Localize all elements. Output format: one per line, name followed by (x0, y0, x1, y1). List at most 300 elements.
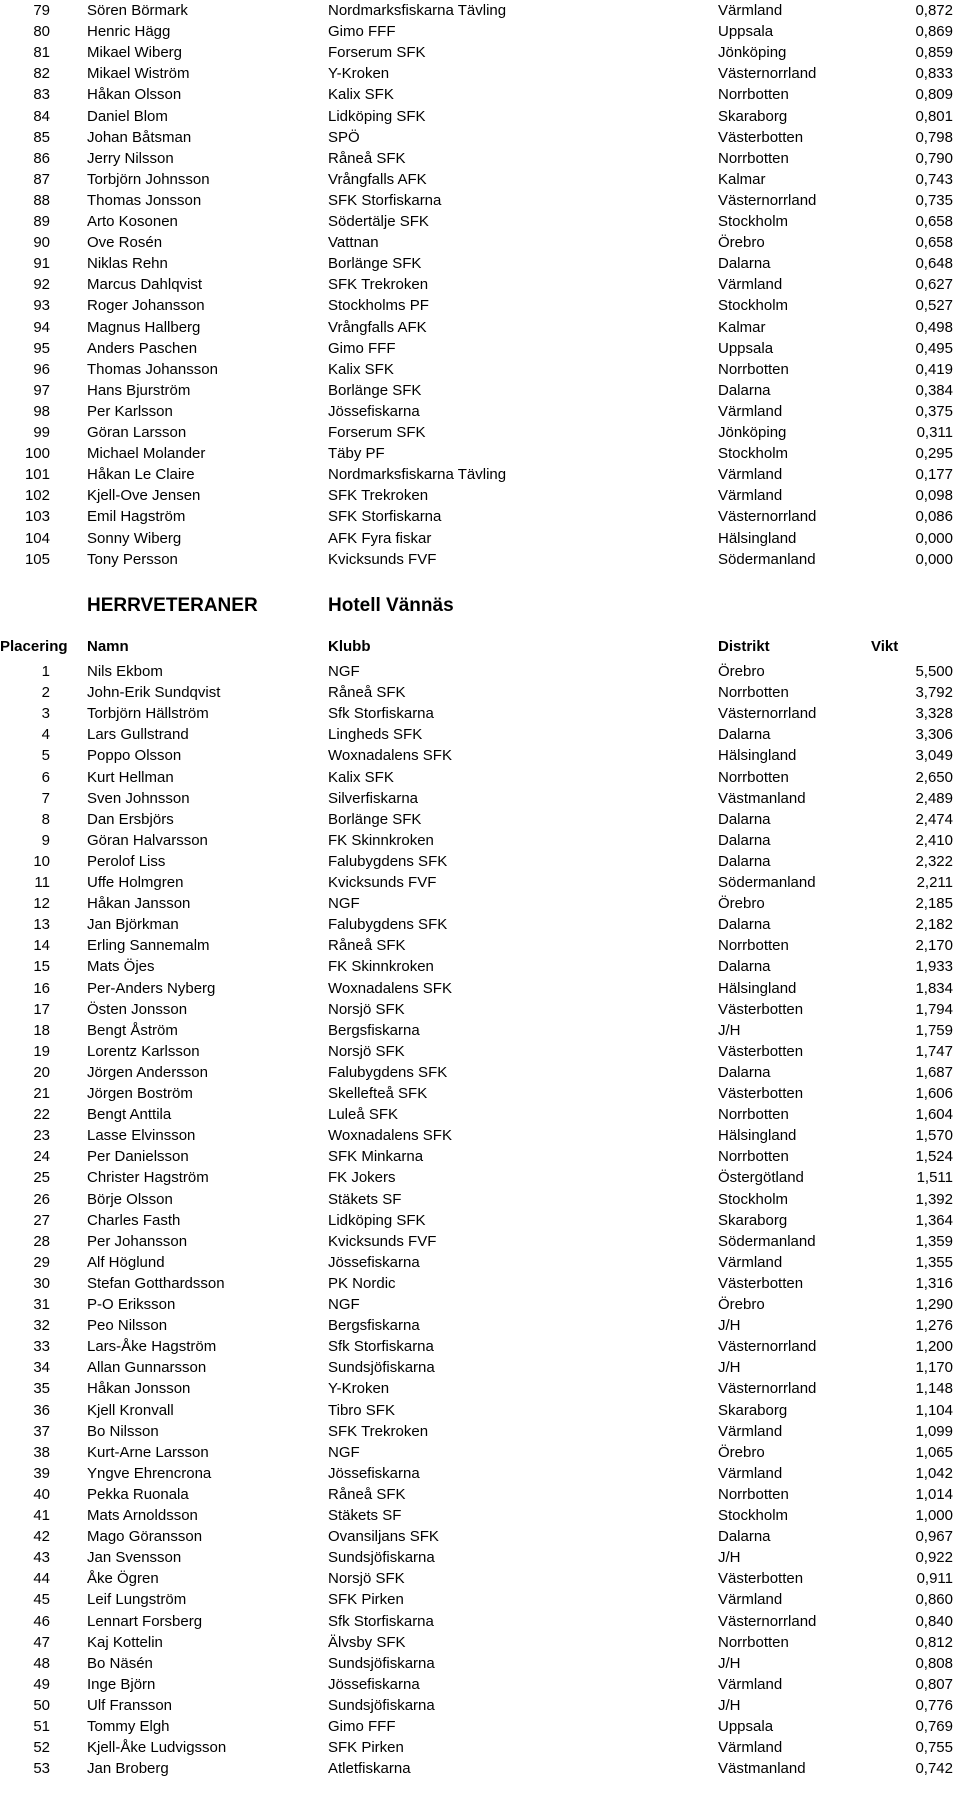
weight-cell: 1,759 (915, 1021, 953, 1039)
district-cell: Stockholm (718, 1190, 789, 1208)
club-cell: Kalix SFK (328, 360, 394, 378)
club-cell: Gimo FFF (328, 339, 396, 357)
name-cell: Göran Halvarsson (87, 831, 208, 849)
club-cell: NGF (328, 1296, 360, 1313)
club-cell: Forserum SFK (328, 424, 426, 441)
name-cell: Lars Gullstrand (87, 726, 189, 744)
club-cell: Vattnan (328, 234, 379, 252)
club-cell: Sfk Storfiskarna (328, 1612, 434, 1630)
table-row (0, 1632, 960, 1653)
weight-cell: 0,311 (916, 424, 953, 441)
table-row (0, 1167, 960, 1188)
weight-cell: 0,812 (915, 1633, 953, 1651)
club-cell: Nordmarksfiskarna Tävling (328, 2, 507, 19)
table-row (0, 1716, 960, 1737)
table-row (0, 274, 960, 295)
district-cell: J/H (718, 1317, 741, 1335)
district-cell: Värmland (718, 2, 783, 19)
district-cell: Södermanland (718, 874, 816, 891)
weight-cell: 1,747 (915, 1042, 953, 1060)
club-cell: Kvicksunds FVF (328, 874, 437, 891)
club-cell: Jössefiskarna (328, 1464, 420, 1482)
placering-cell: 8 (41, 810, 50, 828)
district-cell: Dalarna (718, 958, 771, 976)
club-cell: Lingheds SFK (328, 726, 423, 744)
placering-cell: 12 (33, 895, 50, 913)
club-cell: Råneå SFK (328, 937, 406, 955)
placering-cell: 10 (33, 852, 50, 870)
weight-cell: 0,859 (915, 44, 953, 62)
club-cell: Norsjö SFK (328, 1570, 405, 1588)
placering-cell: 18 (33, 1021, 50, 1039)
club-cell: Tibro SFK (328, 1401, 395, 1419)
table-row (0, 1146, 960, 1167)
table-row (0, 84, 960, 105)
table-row (0, 549, 960, 570)
name-cell: Jerry Nilsson (87, 149, 174, 167)
club-cell: Kalix SFK (328, 86, 394, 104)
weight-cell: 2,185 (915, 895, 953, 913)
table-row (0, 1505, 960, 1526)
placering-cell: 102 (24, 487, 50, 505)
district-cell: Västernorrland (718, 1338, 817, 1356)
club-cell: NGF (328, 1443, 360, 1461)
name-cell: Allan Gunnarsson (87, 1359, 207, 1377)
name-cell: Anders Paschen (87, 339, 198, 357)
weight-cell: 1,000 (915, 1507, 953, 1524)
placering-cell: 41 (33, 1507, 50, 1524)
weight-cell: 2,170 (915, 937, 953, 955)
placering-cell: 25 (33, 1169, 50, 1187)
district-cell: Södermanland (718, 550, 816, 568)
district-cell: Örebro (718, 1296, 765, 1313)
table-row (0, 63, 960, 84)
name-cell: Mago Göransson (87, 1528, 203, 1546)
table-row (0, 422, 960, 443)
placering-cell: 1 (41, 663, 50, 680)
weight-cell: 3,306 (915, 726, 953, 744)
weight-cell: 2,182 (915, 916, 953, 934)
weight-cell: 1,276 (915, 1317, 953, 1335)
weight-cell: 1,392 (915, 1190, 953, 1208)
table-row (0, 1336, 960, 1357)
table-row (0, 661, 960, 682)
club-cell: FK Skinnkroken (328, 831, 434, 849)
club-cell: Woxnadalens SFK (328, 1127, 452, 1145)
table-row (0, 106, 960, 127)
table-header (0, 636, 960, 657)
club-cell: Jössefiskarna (328, 1675, 420, 1693)
club-cell: SPÖ (328, 128, 360, 146)
placering-cell: 9 (41, 831, 50, 849)
weight-cell: 0,801 (915, 107, 953, 125)
table-row (0, 464, 960, 485)
name-cell: P-O Eriksson (87, 1296, 176, 1313)
club-cell: SFK Trekroken (328, 487, 429, 505)
district-cell: Värmland (718, 1675, 783, 1693)
district-cell: Dalarna (718, 831, 771, 849)
placering-cell: 39 (33, 1464, 50, 1482)
district-cell: Örebro (718, 234, 765, 252)
name-cell: Dan Ersbjörs (87, 810, 174, 828)
table-row (0, 1484, 960, 1505)
weight-cell: 1,359 (915, 1232, 953, 1250)
placering-cell: 28 (33, 1232, 50, 1250)
weight-cell: 0,798 (915, 128, 953, 146)
table-row (0, 830, 960, 851)
weight-cell: 0,648 (915, 255, 953, 273)
table-row (0, 914, 960, 935)
table-row (0, 1758, 960, 1779)
table-row (0, 1125, 960, 1146)
table-row (0, 127, 960, 148)
weight-cell: 2,489 (915, 789, 953, 807)
name-cell: Michael Molander (87, 445, 206, 463)
placering-cell: 31 (33, 1296, 50, 1313)
name-cell: Lars-Åke Hagström (87, 1338, 217, 1356)
weight-cell: 0,658 (915, 234, 953, 252)
placering-cell: 47 (33, 1633, 50, 1651)
placering-cell: 92 (33, 276, 50, 294)
name-cell: Bengt Åström (87, 1021, 178, 1039)
name-cell: Yngve Ehrencrona (87, 1464, 212, 1482)
district-cell: Stockholm (718, 297, 789, 315)
district-cell: Hälsingland (718, 979, 797, 997)
table-row (0, 745, 960, 766)
club-cell: Stäkets SF (328, 1507, 402, 1524)
table-row (0, 1210, 960, 1231)
table-row (0, 317, 960, 338)
district-cell: Norrbotten (718, 360, 789, 378)
weight-cell: 1,511 (916, 1169, 953, 1187)
weight-cell: 0,384 (915, 381, 953, 399)
table-row (0, 1020, 960, 1041)
placering-cell: 38 (33, 1443, 50, 1461)
name-cell: Marcus Dahlqvist (87, 276, 203, 294)
table-row (0, 872, 960, 893)
name-cell: Sören Börmark (87, 2, 188, 19)
club-cell: Jössefiskarna (328, 402, 420, 420)
table-row (0, 1421, 960, 1442)
placering-cell: 14 (33, 937, 50, 955)
weight-cell: 0,807 (915, 1675, 953, 1693)
club-cell: Falubygdens SFK (328, 916, 448, 934)
placering-cell: 2 (41, 684, 50, 702)
name-cell: Erling Sannemalm (87, 937, 210, 955)
weight-cell: 0,000 (915, 550, 953, 568)
club-cell: Y-Kroken (328, 65, 390, 83)
placering-cell: 4 (41, 726, 50, 744)
district-cell: Dalarna (718, 852, 771, 870)
club-cell: Gimo FFF (328, 1718, 396, 1735)
club-cell: Ovansiljans SFK (328, 1528, 439, 1546)
table-row (0, 148, 960, 169)
district-cell: Västernorrland (718, 1380, 817, 1398)
weight-cell: 0,000 (915, 529, 953, 547)
club-cell: Skellefteå SFK (328, 1085, 428, 1102)
name-cell: Kjell Kronvall (87, 1401, 174, 1419)
club-cell: Sfk Storfiskarna (328, 705, 434, 723)
weight-cell: 1,065 (915, 1443, 953, 1461)
district-cell: Södermanland (718, 1232, 816, 1250)
placering-cell: 17 (33, 1000, 50, 1018)
club-cell: FK Skinnkroken (328, 958, 434, 976)
club-cell: Sundsjöfiskarna (328, 1549, 435, 1567)
table-row (0, 788, 960, 809)
weight-cell: 0,808 (915, 1654, 953, 1672)
table-row (0, 682, 960, 703)
club-cell: SFK Minkarna (328, 1148, 424, 1166)
district-cell: Dalarna (718, 916, 771, 934)
weight-cell: 0,742 (915, 1760, 953, 1778)
placering-cell: 20 (33, 1063, 50, 1081)
club-cell: AFK Fyra fiskar (328, 529, 432, 547)
name-cell: Perolof Liss (87, 852, 166, 870)
placering-cell: 85 (33, 128, 50, 146)
name-cell: Stefan Gotthardsson (87, 1274, 225, 1292)
club-cell: Bergsfiskarna (328, 1317, 420, 1335)
weight-cell: 2,211 (916, 874, 953, 891)
club-cell: SFK Pirken (328, 1591, 404, 1609)
table-row (0, 767, 960, 788)
weight-cell: 1,364 (915, 1211, 953, 1229)
district-cell: Skaraborg (718, 1401, 788, 1419)
table-row (0, 528, 960, 549)
table-row (0, 443, 960, 464)
placering-cell: 46 (33, 1612, 50, 1630)
club-cell: Woxnadalens SFK (328, 979, 452, 997)
club-cell: Sfk Storfiskarna (328, 1338, 434, 1356)
club-cell: FK Jokers (328, 1169, 396, 1187)
placering-cell: 26 (33, 1190, 50, 1208)
name-cell: Mikael Wiberg (87, 44, 183, 62)
district-cell: Dalarna (718, 726, 771, 744)
name-cell: Lorentz Karlsson (87, 1042, 200, 1060)
weight-cell: 1,604 (915, 1106, 953, 1124)
name-cell: Håkan Le Claire (87, 466, 195, 484)
club-cell: SFK Storfiskarna (328, 508, 442, 526)
weight-cell: 0,769 (915, 1718, 953, 1735)
district-cell: Hälsingland (718, 529, 797, 547)
placering-cell: 104 (24, 529, 50, 547)
name-cell: Jan Svensson (87, 1549, 182, 1567)
table-row (0, 851, 960, 872)
club-cell: Forserum SFK (328, 44, 426, 62)
club-cell: Kvicksunds FVF (328, 550, 437, 568)
name-cell: Roger Johansson (87, 297, 205, 315)
weight-cell: 0,498 (915, 318, 953, 336)
name-cell: Kjell-Åke Ludvigsson (87, 1739, 227, 1757)
name-cell: Mikael Wiström (87, 65, 190, 83)
club-cell: Täby PF (328, 445, 385, 463)
name-cell: Peo Nilsson (87, 1317, 168, 1335)
name-cell: Bengt Anttila (87, 1106, 172, 1124)
weight-cell: 2,650 (915, 768, 953, 786)
district-cell: Värmland (718, 1422, 783, 1440)
placering-cell: 90 (33, 234, 50, 252)
placering-cell: 98 (33, 402, 50, 420)
club-cell: Stäkets SF (328, 1190, 402, 1208)
name-cell: Thomas Jonsson (87, 191, 202, 209)
placering-cell: 32 (33, 1317, 50, 1335)
table-row (0, 999, 960, 1020)
name-cell: Håkan Olsson (87, 86, 182, 104)
table-row (0, 1589, 960, 1610)
weight-cell: 2,322 (915, 852, 953, 870)
header-klubb: Klubb (328, 638, 371, 655)
district-cell: Värmland (718, 466, 783, 484)
district-cell: Västernorrland (718, 191, 817, 209)
weight-cell: 1,104 (915, 1401, 953, 1419)
table-row (0, 1273, 960, 1294)
table-row (0, 253, 960, 274)
placering-cell: 3 (41, 705, 50, 723)
district-cell: Dalarna (718, 810, 771, 828)
club-cell: Borlänge SFK (328, 255, 422, 273)
weight-cell: 0,776 (915, 1696, 953, 1714)
name-cell: Håkan Jonsson (87, 1380, 191, 1398)
table-row (0, 1400, 960, 1421)
district-cell: Västerbotten (718, 1274, 804, 1292)
placering-cell: 97 (33, 381, 50, 399)
name-cell: Per-Anders Nyberg (87, 979, 216, 997)
name-cell: Håkan Jansson (87, 895, 191, 913)
table-row (0, 506, 960, 527)
placering-cell: 21 (33, 1085, 50, 1102)
district-cell: Västerbotten (718, 1000, 804, 1018)
club-cell: SFK Trekroken (328, 1422, 429, 1440)
table-row (0, 956, 960, 977)
weight-cell: 3,328 (915, 705, 953, 723)
name-cell: Charles Fasth (87, 1211, 181, 1229)
name-cell: Christer Hagström (87, 1169, 209, 1187)
placering-cell: 13 (33, 916, 50, 934)
name-cell: Magnus Hallberg (87, 318, 201, 336)
weight-cell: 1,524 (915, 1148, 953, 1166)
district-cell: Jönköping (718, 424, 787, 441)
name-cell: Inge Björn (87, 1675, 156, 1693)
district-cell: Jönköping (718, 44, 787, 62)
weight-cell: 1,290 (915, 1296, 953, 1313)
table-row (0, 211, 960, 232)
weight-cell: 0,743 (915, 170, 953, 188)
district-cell: Norrbotten (718, 1106, 789, 1124)
district-cell: Uppsala (718, 23, 774, 41)
district-cell: Västernorrland (718, 1612, 817, 1630)
name-cell: Kjell-Ove Jensen (87, 487, 201, 505)
table-row (0, 809, 960, 830)
name-cell: Ulf Fransson (87, 1696, 173, 1714)
weight-cell: 0,809 (915, 86, 953, 104)
weight-cell: 0,419 (915, 360, 953, 378)
table-row (0, 1737, 960, 1758)
placering-cell: 89 (33, 213, 50, 230)
weight-cell: 0,967 (915, 1528, 953, 1546)
district-cell: Norrbotten (718, 86, 789, 104)
name-cell: Arto Kosonen (87, 213, 178, 230)
name-cell: Jörgen Andersson (87, 1063, 208, 1081)
name-cell: Mats Arnoldsson (87, 1507, 198, 1524)
header-vikt: Vikt (871, 638, 899, 655)
name-cell: Tony Persson (87, 550, 178, 568)
weight-cell: 0,922 (915, 1549, 953, 1567)
district-cell: Örebro (718, 895, 765, 913)
name-cell: Alf Höglund (87, 1253, 165, 1271)
name-cell: Tommy Elgh (87, 1718, 170, 1735)
club-cell: Silverfiskarna (328, 789, 419, 807)
weight-cell: 0,872 (915, 2, 953, 19)
club-cell: Sundsjöfiskarna (328, 1654, 435, 1672)
placering-cell: 94 (33, 318, 50, 336)
placering-cell: 48 (33, 1654, 50, 1672)
placering-cell: 82 (33, 65, 50, 83)
table-row (0, 1547, 960, 1568)
placering-cell: 24 (33, 1148, 50, 1166)
district-cell: Norrbotten (718, 684, 789, 702)
club-cell: SFK Trekroken (328, 276, 429, 294)
district-cell: Västmanland (718, 789, 806, 807)
name-cell: Henric Hägg (87, 23, 171, 41)
table-row (0, 1674, 960, 1695)
name-cell: John-Erik Sundqvist (87, 684, 221, 702)
placering-cell: 45 (33, 1591, 50, 1609)
placering-cell: 79 (33, 2, 50, 19)
district-cell: Hälsingland (718, 1127, 797, 1145)
district-cell: Skaraborg (718, 1211, 788, 1229)
district-cell: Hälsingland (718, 747, 797, 765)
table-row (0, 1526, 960, 1547)
club-cell: Borlänge SFK (328, 381, 422, 399)
placering-cell: 37 (33, 1422, 50, 1440)
venue-title: Hotell Vännäs (328, 595, 454, 616)
name-cell: Per Johansson (87, 1232, 188, 1250)
weight-cell: 1,794 (915, 1000, 953, 1018)
table-row (0, 1062, 960, 1083)
club-cell: Vrångfalls AFK (328, 318, 427, 336)
club-cell: Stockholms PF (328, 297, 429, 315)
club-cell: Råneå SFK (328, 149, 406, 167)
header-namn: Namn (87, 638, 129, 655)
district-cell: J/H (718, 1696, 741, 1714)
name-cell: Åke Ögren (87, 1570, 159, 1588)
club-cell: Norsjö SFK (328, 1042, 405, 1060)
weight-cell: 1,933 (915, 958, 953, 976)
district-cell: Västernorrland (718, 65, 817, 83)
table-row (0, 1611, 960, 1632)
placering-cell: 22 (33, 1106, 50, 1124)
table-row (0, 1231, 960, 1252)
placering-cell: 81 (33, 44, 50, 62)
name-cell: Nils Ekbom (87, 663, 163, 680)
table-row (0, 42, 960, 63)
placering-cell: 7 (41, 789, 50, 807)
district-cell: Västernorrland (718, 705, 817, 723)
table-row (0, 1294, 960, 1315)
district-cell: Norrbotten (718, 149, 789, 167)
name-cell: Lennart Forsberg (87, 1612, 203, 1630)
name-cell: Sven Johnsson (87, 789, 190, 807)
district-cell: Östergötland (718, 1169, 804, 1187)
name-cell: Börje Olsson (87, 1190, 173, 1208)
district-cell: Stockholm (718, 213, 789, 230)
weight-cell: 1,148 (915, 1380, 953, 1398)
name-cell: Bo Nilsson (87, 1422, 159, 1440)
placering-cell: 11 (34, 874, 50, 891)
district-cell: Dalarna (718, 255, 771, 273)
placering-cell: 44 (33, 1570, 50, 1588)
placering-cell: 43 (33, 1549, 50, 1567)
weight-cell: 1,355 (915, 1253, 953, 1271)
